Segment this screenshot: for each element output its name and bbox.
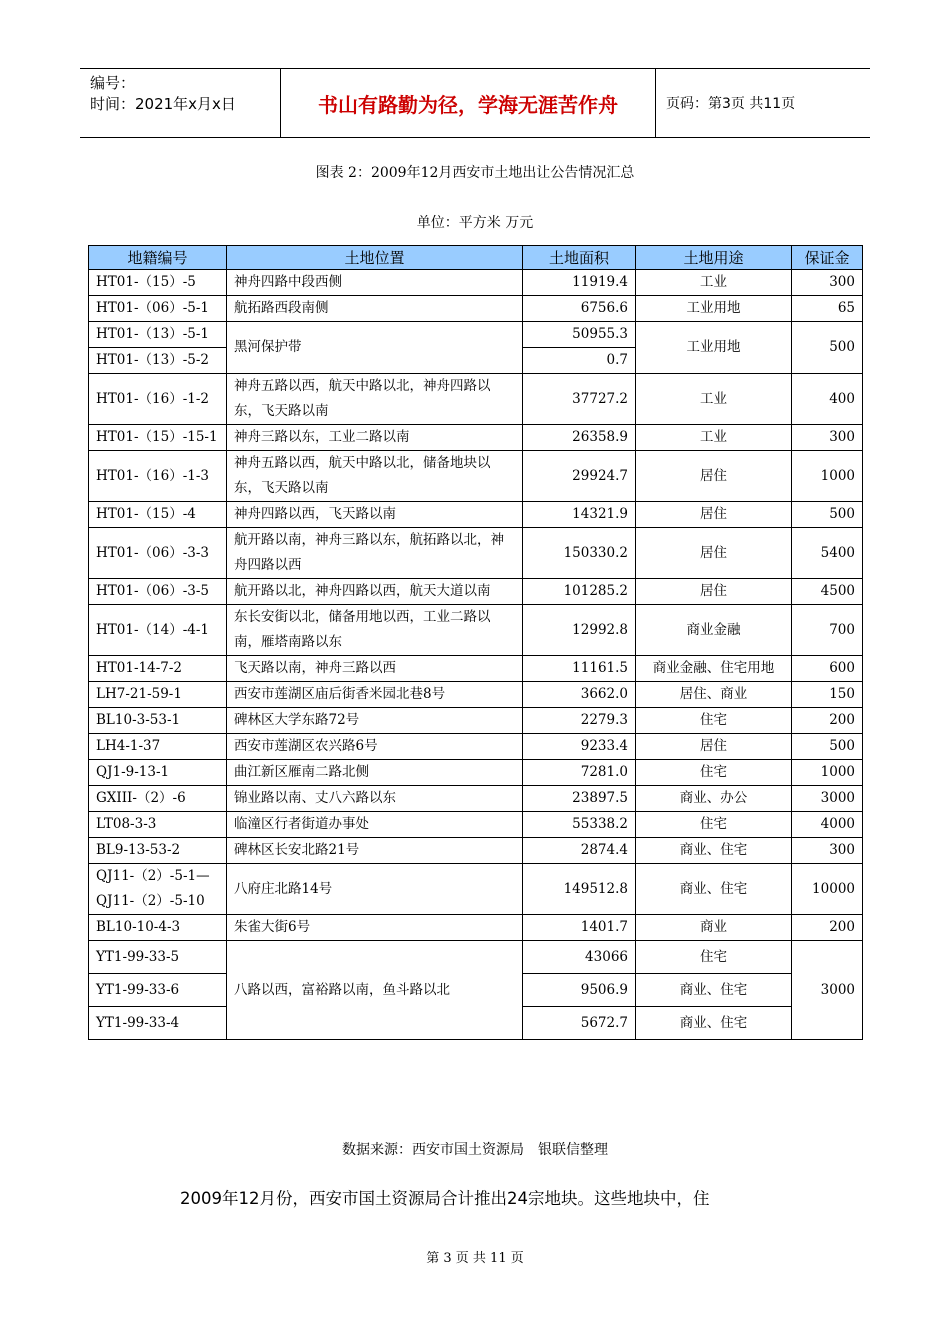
cell-use: 居住 [636, 502, 792, 528]
table-row [89, 786, 863, 812]
cell-area: 3662.0 [523, 682, 636, 708]
cell-deposit: 300 [792, 425, 863, 451]
cell-id: HT01-（13）-5-2 [89, 348, 227, 374]
cell-deposit: 200 [792, 708, 863, 734]
cell-area: 6756.6 [523, 296, 636, 322]
cell-deposit: 5400 [792, 528, 863, 579]
cell-id: YT1-99-33-5 [89, 941, 227, 974]
cell-id: BL10-10-4-3 [89, 915, 227, 941]
cell-area: 1401.7 [523, 915, 636, 941]
cell-location: 神舟四路中段西侧 [227, 270, 523, 296]
table-row [89, 502, 863, 528]
cell-location: 航开路以北，神舟四路以西，航天大道以南 [227, 579, 523, 605]
header-meta [80, 69, 280, 137]
cell-area: 101285.2 [523, 579, 636, 605]
table-row [89, 605, 863, 656]
cell-location: 飞天路以南，神舟三路以西 [227, 656, 523, 682]
cell-use: 工业用地 [636, 296, 792, 322]
cell-area: 9506.9 [523, 974, 636, 1007]
cell-deposit: 4000 [792, 812, 863, 838]
cell-area: 150330.2 [523, 528, 636, 579]
cell-location: 碑林区长安北路21号 [227, 838, 523, 864]
cell-use: 工业用地 [636, 322, 792, 374]
cell-id: GXIII-（2）-6 [89, 786, 227, 812]
cell-area: 149512.8 [523, 864, 636, 915]
cell-id: HT01-（13）-5-1 [89, 322, 227, 348]
cell-location: 西安市莲湖区庙后街香米园北巷8号 [227, 682, 523, 708]
cell-deposit: 400 [792, 374, 863, 425]
cell-location: 八路以西，富裕路以南，鱼斗路以北 [227, 941, 523, 1040]
data-source: 数据来源：西安市国土资源局 银联信整理 [342, 1142, 608, 1158]
cell-use: 商业、住宅 [636, 1007, 792, 1040]
cell-area: 43066 [523, 941, 636, 974]
body-paragraph: 2009年12月份，西安市国土资源局合计推出24宗地块。这些地块中，住 [180, 1189, 710, 1208]
cell-id: BL9-13-53-2 [89, 838, 227, 864]
cell-location: 东长安街以北，储备用地以西，工业二路以南，雁塔南路以东 [227, 605, 523, 656]
cell-area: 2874.4 [523, 838, 636, 864]
cell-area: 37727.2 [523, 374, 636, 425]
cell-id: HT01-（15）-15-1 [89, 425, 227, 451]
col-header-area: 土地面积 [523, 246, 636, 270]
cell-area: 0.7 [523, 348, 636, 374]
cell-use: 住宅 [636, 760, 792, 786]
cell-location: 朱雀大街6号 [227, 915, 523, 941]
cell-deposit: 500 [792, 502, 863, 528]
table-title: 图表 2：2009年12月西安市土地出让公告情况汇总 [315, 165, 635, 181]
cell-deposit: 150 [792, 682, 863, 708]
table-row [89, 374, 863, 425]
table-row [89, 528, 863, 579]
cell-use: 工业 [636, 425, 792, 451]
cell-id: HT01-（06）-5-1 [89, 296, 227, 322]
cell-location: 航开路以南，神舟三路以东，航拓路以北，神舟四路以西 [227, 528, 523, 579]
cell-use: 商业、住宅 [636, 864, 792, 915]
cell-id: HT01-（16）-1-3 [89, 451, 227, 502]
cell-use: 居住、商业 [636, 682, 792, 708]
cell-location: 神舟四路以西，飞天路以南 [227, 502, 523, 528]
cell-area: 29924.7 [523, 451, 636, 502]
cell-use: 商业、住宅 [636, 838, 792, 864]
cell-use: 商业金融 [636, 605, 792, 656]
cell-use: 商业、办公 [636, 786, 792, 812]
number-label: 编号： [90, 74, 136, 92]
cell-deposit: 300 [792, 838, 863, 864]
cell-id: HT01-（14）-4-1 [89, 605, 227, 656]
cell-id: HT01-（06）-3-5 [89, 579, 227, 605]
cell-use: 居住 [636, 528, 792, 579]
cell-location: 神舟五路以西，航天中路以北，神舟四路以东，飞天路以南 [227, 374, 523, 425]
col-header-id: 地籍编号 [89, 246, 227, 270]
cell-deposit: 10000 [792, 864, 863, 915]
cell-deposit: 700 [792, 605, 863, 656]
cell-area: 9233.4 [523, 734, 636, 760]
header-page: 页码：第3页 共11页 [666, 96, 796, 112]
cell-id: QJ11-（2）-5-1—QJ11-（2）-5-10 [89, 864, 227, 915]
cell-location: 曲江新区雁南二路北侧 [227, 760, 523, 786]
cell-area: 12992.8 [523, 605, 636, 656]
cell-location: 黑河保护带 [227, 322, 523, 374]
col-header-deposit: 保证金 [792, 246, 863, 270]
cell-use: 居住 [636, 579, 792, 605]
cell-location: 碑林区大学东路72号 [227, 708, 523, 734]
cell-id: LH7-21-59-1 [89, 682, 227, 708]
cell-location: 航拓路西段南侧 [227, 296, 523, 322]
table-row [89, 322, 863, 348]
table-row [89, 451, 863, 502]
table-row [89, 425, 863, 451]
cell-area: 5672.7 [523, 1007, 636, 1040]
cell-area: 14321.9 [523, 502, 636, 528]
table-row [89, 760, 863, 786]
cell-use: 住宅 [636, 812, 792, 838]
cell-id: HT01-14-7-2 [89, 656, 227, 682]
table-unit: 单位：平方米 万元 [416, 215, 534, 231]
cell-location: 西安市莲湖区农兴路6号 [227, 734, 523, 760]
table-row [89, 915, 863, 941]
cell-id: YT1-99-33-4 [89, 1007, 227, 1040]
cell-use: 商业、住宅 [636, 974, 792, 1007]
cell-id: LT08-3-3 [89, 812, 227, 838]
time-label: 时间：2021年x月x日 [90, 95, 236, 113]
cell-id: HT01-（15）-4 [89, 502, 227, 528]
cell-id: HT01-（16）-1-2 [89, 374, 227, 425]
cell-id: HT01-（15）-5 [89, 270, 227, 296]
cell-use: 商业金融、住宅用地 [636, 656, 792, 682]
cell-deposit: 500 [792, 322, 863, 374]
cell-use: 住宅 [636, 708, 792, 734]
cell-deposit: 65 [792, 296, 863, 322]
land-table [88, 245, 863, 1040]
cell-area: 2279.3 [523, 708, 636, 734]
cell-use: 工业 [636, 374, 792, 425]
cell-area: 11161.5 [523, 656, 636, 682]
cell-deposit: 1000 [792, 451, 863, 502]
cell-id: YT1-99-33-6 [89, 974, 227, 1007]
cell-deposit: 3000 [792, 941, 863, 1040]
cell-use: 居住 [636, 451, 792, 502]
page-footer: 第 3 页 共 11 页 [426, 1251, 524, 1266]
cell-location: 八府庄北路14号 [227, 864, 523, 915]
cell-area: 11919.4 [523, 270, 636, 296]
table-row [89, 296, 863, 322]
table-row [89, 656, 863, 682]
cell-deposit: 4500 [792, 579, 863, 605]
cell-area: 50955.3 [523, 322, 636, 348]
cell-id: BL10-3-53-1 [89, 708, 227, 734]
cell-area: 23897.5 [523, 786, 636, 812]
cell-location: 临潼区行者街道办事处 [227, 812, 523, 838]
cell-area: 55338.2 [523, 812, 636, 838]
cell-use: 住宅 [636, 941, 792, 974]
header-slogan: 书山有路勤为径，学海无涯苦作舟 [280, 69, 656, 137]
table-row [89, 708, 863, 734]
table-header-row [89, 246, 863, 270]
cell-use: 商业 [636, 915, 792, 941]
table-row [89, 579, 863, 605]
cell-location: 锦业路以南、丈八六路以东 [227, 786, 523, 812]
cell-id: LH4-1-37 [89, 734, 227, 760]
cell-deposit: 600 [792, 656, 863, 682]
cell-use: 工业 [636, 270, 792, 296]
table-row [89, 734, 863, 760]
cell-area: 7281.0 [523, 760, 636, 786]
table-row [89, 812, 863, 838]
cell-location: 神舟三路以东，工业二路以南 [227, 425, 523, 451]
table-row [89, 864, 863, 915]
table-row [89, 682, 863, 708]
page-header [80, 68, 870, 138]
cell-deposit: 1000 [792, 760, 863, 786]
col-header-location: 土地位置 [227, 246, 523, 270]
table-row [89, 838, 863, 864]
table-row [89, 941, 863, 974]
cell-use: 居住 [636, 734, 792, 760]
cell-deposit: 500 [792, 734, 863, 760]
cell-deposit: 3000 [792, 786, 863, 812]
cell-area: 26358.9 [523, 425, 636, 451]
cell-id: HT01-（06）-3-3 [89, 528, 227, 579]
cell-deposit: 200 [792, 915, 863, 941]
table-row [89, 270, 863, 296]
cell-location: 神舟五路以西，航天中路以北，储备地块以东，飞天路以南 [227, 451, 523, 502]
col-header-use: 土地用途 [636, 246, 792, 270]
cell-id: QJ1-9-13-1 [89, 760, 227, 786]
cell-deposit: 300 [792, 270, 863, 296]
